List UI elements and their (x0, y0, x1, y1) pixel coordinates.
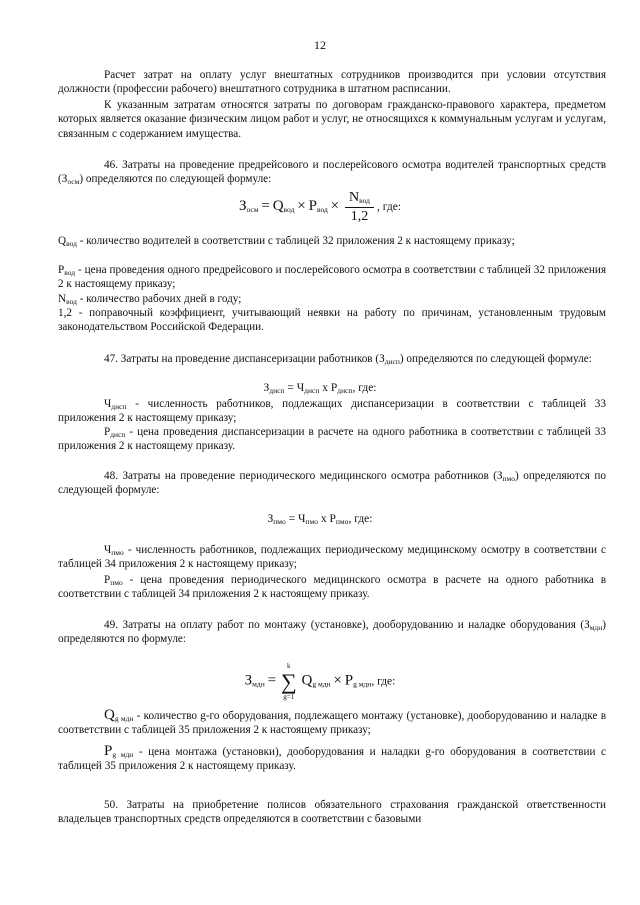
section-46-heading: 46. Затраты на проведение предрейсового и послерейсового осмотра водителей транспортных средств $(З_{осм})$ определяются по следующей формуле: (58, 159, 606, 187)
formula-46: $З_{осм} = Q_{вод} \times P_{вод}$ × $\frac{N_{вод}}{1,2}$ , где: (238, 190, 402, 224)
def-46-q: $Q_{вод}$ - количество водителей в соответствии с таблицей 32 приложения 2 к настоящему приказу; (58, 235, 515, 248)
page-number: 12 (314, 38, 326, 52)
def-49-p: $P_{g мдн}$ - цена монтажа (установки), дооборудования и наладки g-го оборудования в соответствии с таблицей 35 приложения 2 к настоящему приказу. (58, 743, 606, 773)
section-50-text: 50. Затраты на приобретение полисов обязательного страхования гражданской ответственности владельцев транспортных средств определяются в соответствии с базовыми (58, 799, 606, 826)
formula-47: $З_{дисп} = Ч_{дисп}$ х $Р_{дисп}$, где: (263, 382, 377, 395)
def-46-n: $N_{вод}$ - количество рабочих дней в году; (58, 293, 242, 306)
section-49-heading: 49. Затраты на оплату работ по монтажу (установке), дооборудованию и наладке оборудования $(З_{мдн})$ определяются по формуле: (58, 619, 606, 646)
sum-sign: k ∑ g=1 (280, 662, 297, 701)
def-46-p: $P_{вод}$ - цена проведения одного предрейсового и послерейсового осмотра в соответствии с таблицей 32 приложения 2 к настоящему приказу; (58, 264, 606, 291)
def-47-ch: $Ч_{дисп}$ - численность работников, подлежащих диспансеризации в соответствии с таблицей 33 приложения 2 к настоящему приказу; (58, 398, 606, 425)
def-47-r: $Р_{дисп}$ - цена проведения диспансеризации в расчете на одного работника в соответствии с таблицей 33 приложения 2 к настоящему приказу. (58, 426, 606, 453)
section-47-heading: 47. Затраты на проведение диспансеризации работников $(З_{дисп})$ определяются по следующей формуле: (104, 353, 592, 366)
formula-49: $З_{мдн}$ = k ∑ g=1 $Q_{g мдн} \times P_{g мдн}$, где: (244, 662, 396, 701)
intro-paragraph-2: К указанным затратам относятся затраты по договорам гражданско-правового характера, предметом которых является оказание физическим лицом работ и услуг, не относящихся к коммунальным услугам и услугам, связанным с содержанием имущества. (58, 99, 606, 140)
def-46-coef: 1,2 - поправочный коэффициент, учитывающий неявки на работу по причинам, установленным трудовым законодательством Российской Федерации. (58, 307, 606, 334)
formula-48: $З_{пмо} = Ч_{пмо}$ х $Р_{пмо}$, где: (267, 513, 373, 526)
formula-46-fraction: $\frac{N_{вод}}{1,2}$ (345, 190, 374, 225)
intro-paragraph-1: Расчет затрат на оплату услуг внештатных сотрудников производится при условии отсутствия должности (профессии рабочего) внештатного сотрудника в штатном расписании. (58, 69, 606, 96)
def-49-q: $Q_{g мдн}$ - количество g-го оборудования, подлежащего монтажу (установке), дооборудованию и наладке в соответствии с таблицей 35 приложения 2 к настоящему приказу; (58, 707, 606, 737)
def-48-r: $Р_{пмо}$ - цена проведения периодического медицинского осмотра в расчете на одного работника в соответствии с таблицей 34 приложения 2 к настоящему приказу. (58, 574, 606, 601)
def-48-ch: $Ч_{пмо}$ - численность работников, подлежащих периодическому медицинскому осмотру в соответствии с таблицей 34 приложения 2 к настоящему приказу; (58, 544, 606, 571)
section-48-heading: 48. Затраты на проведение периодического медицинского осмотра работников $(З_{пмо})$ определяются по следующей формуле: (58, 470, 606, 497)
